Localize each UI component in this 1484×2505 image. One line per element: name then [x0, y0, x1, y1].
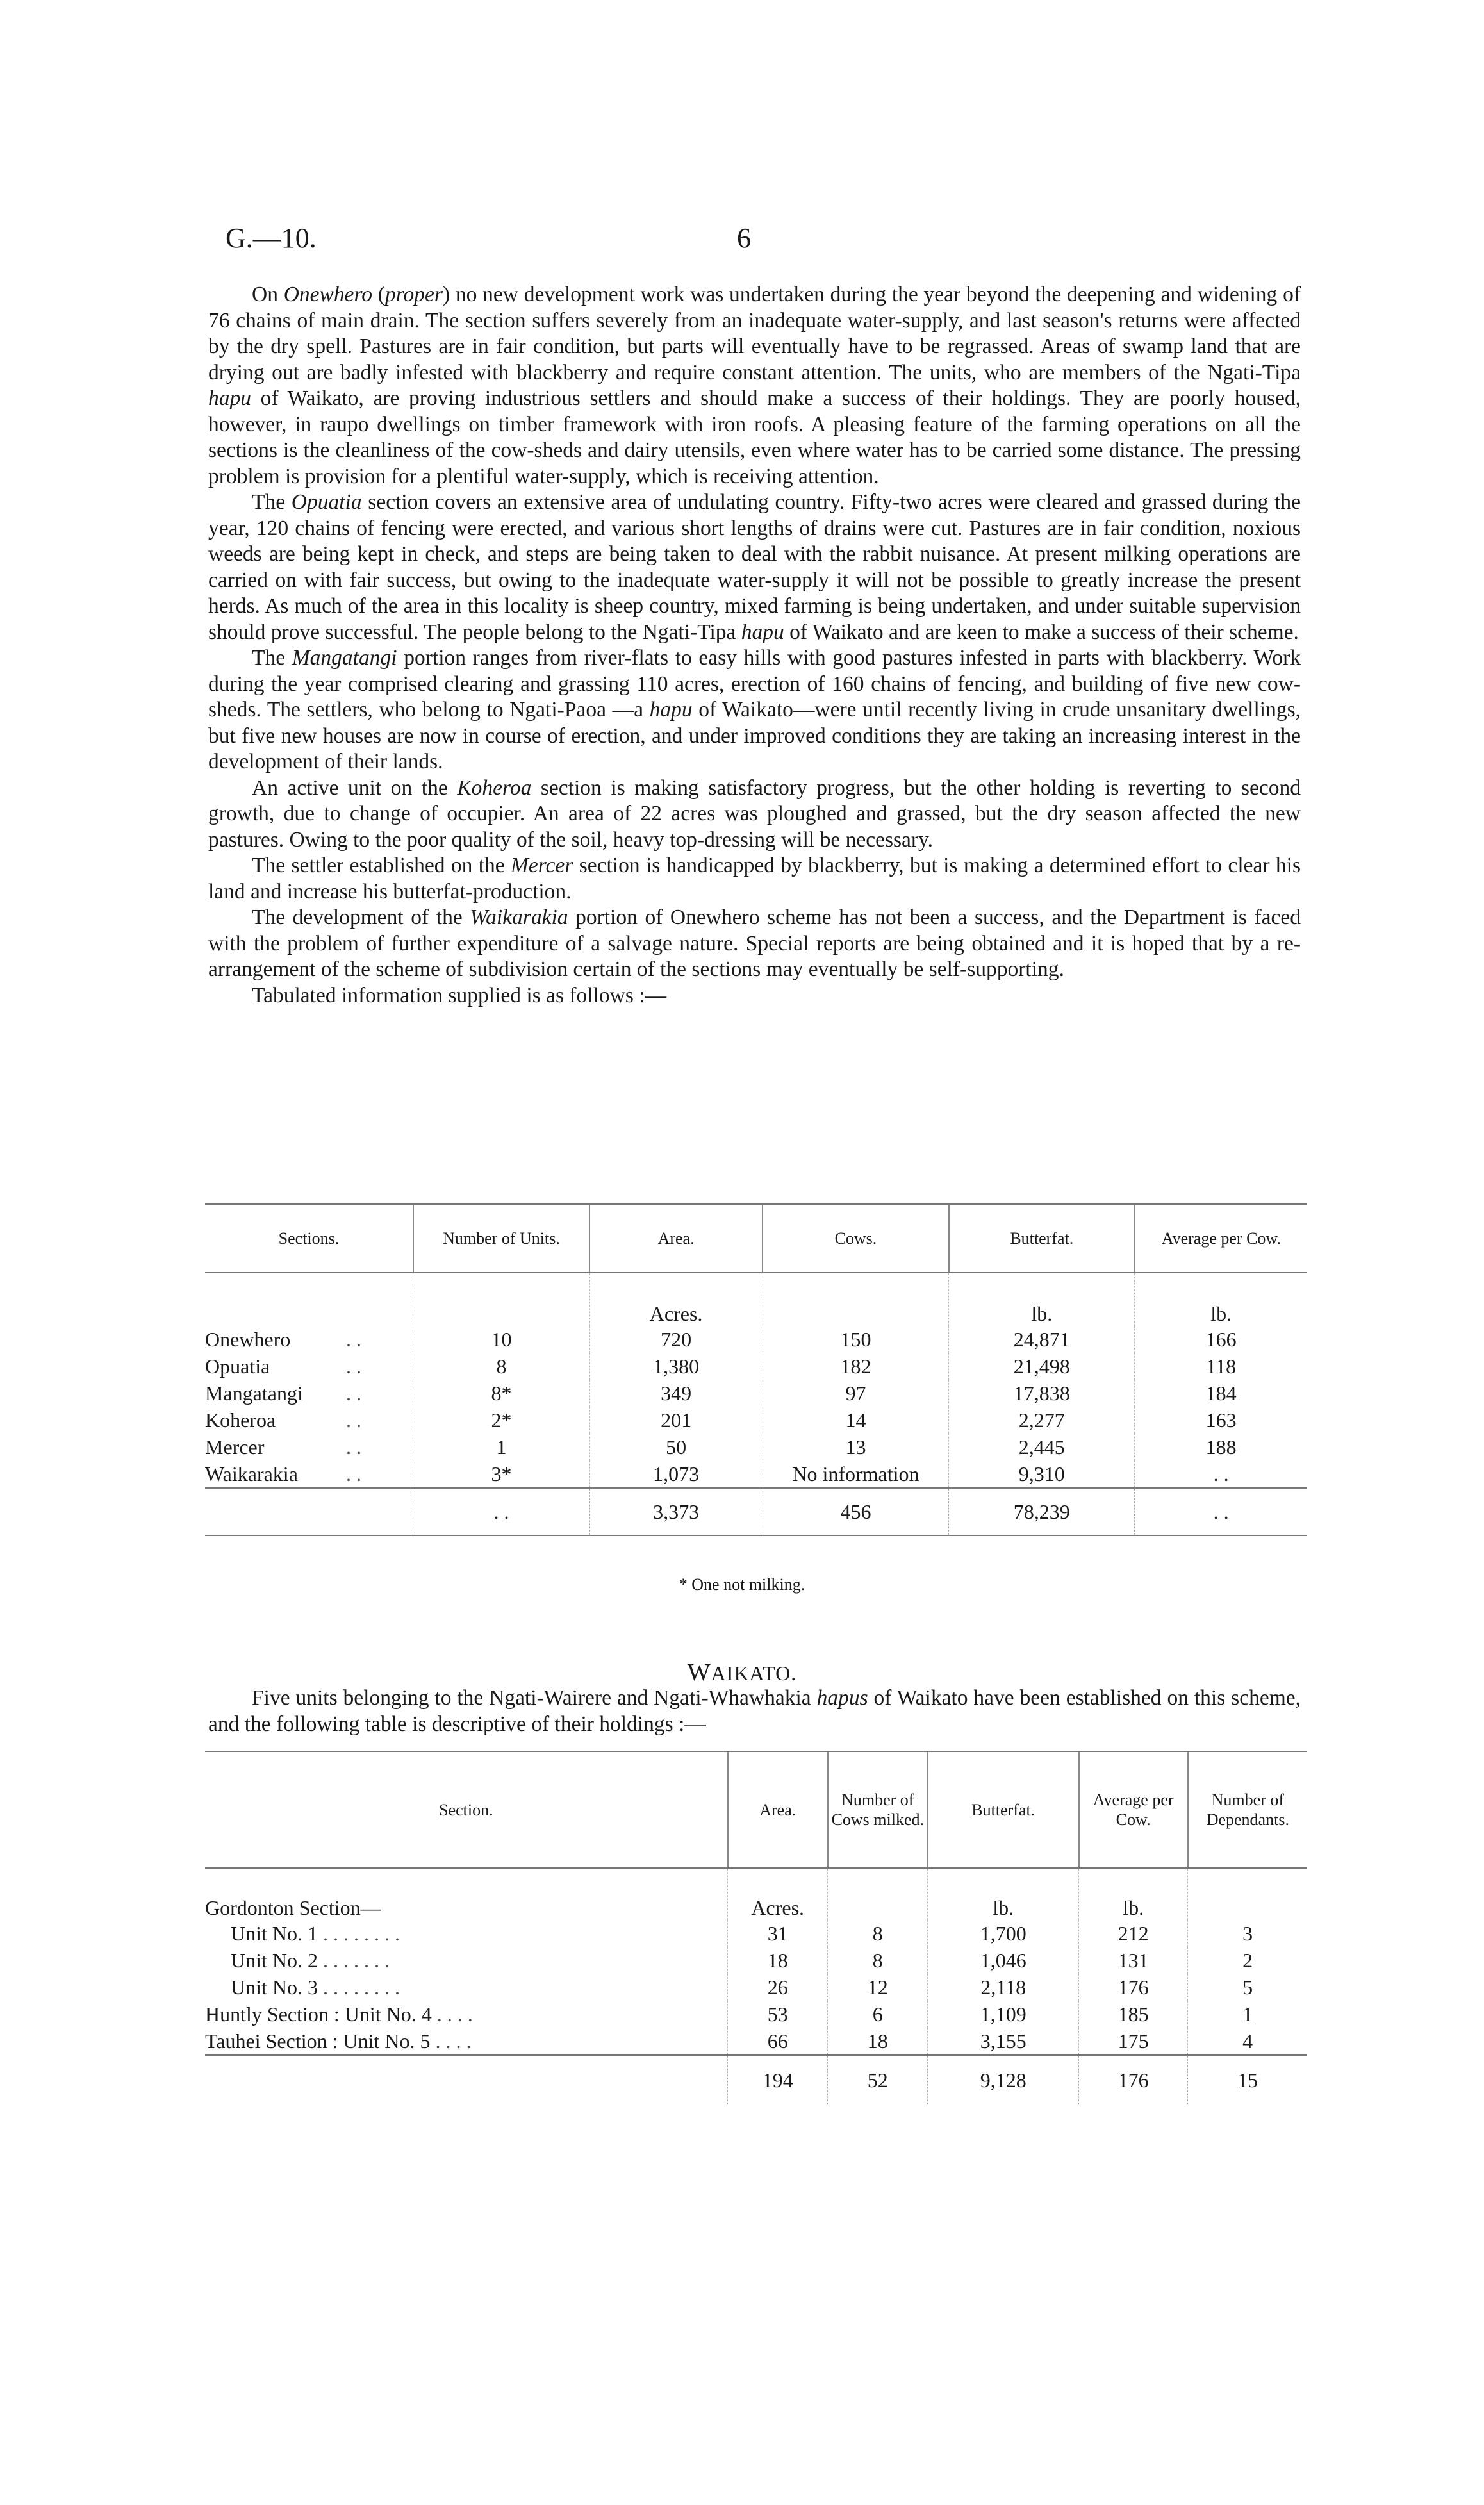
- unit-label: Unit No. 1: [231, 1921, 318, 1945]
- table-header-row: [205, 1204, 1307, 1273]
- col-header-dependants: Number of Dependants.: [1188, 1751, 1307, 1868]
- unit-lb: lb.: [1135, 1273, 1307, 1326]
- total-average: 176: [1079, 2055, 1188, 2104]
- total-area: 3,373: [589, 1488, 763, 1535]
- section-name: Mangatangi: [205, 1381, 303, 1405]
- document-reference: G.—10.: [226, 222, 317, 254]
- col-header-cows: Cows.: [763, 1204, 949, 1273]
- table-row: Unit No. 1 . . . . . . . . 31 8 1,700 212 3: [205, 1920, 1307, 1947]
- waikato-scheme-table: [205, 1751, 1307, 2104]
- unit-label: Tauhei Section : Unit No. 5: [205, 2029, 431, 2053]
- table-row: Unit No. 2 . . . . . . . 18 8 1,046 131 2: [205, 1947, 1307, 1974]
- section-name: Koheroa: [205, 1408, 276, 1432]
- section-name: Opuatia: [205, 1354, 270, 1378]
- total-butterfat: 9,128: [928, 2055, 1079, 2104]
- col-header-units: Number of Units.: [413, 1204, 589, 1273]
- unit-acres: Acres.: [589, 1273, 763, 1326]
- table-row: Koheroa . . 2* 201 14 2,277 163: [205, 1407, 1307, 1434]
- totals-row: [205, 2055, 1307, 2104]
- table-row: Mercer . . 1 50 13 2,445 188: [205, 1434, 1307, 1460]
- table-row: Unit No. 3 . . . . . . . . 26 12 2,118 176 5: [205, 1974, 1307, 2001]
- col-header-area: Area.: [728, 1751, 828, 1868]
- total-cows: 456: [763, 1488, 949, 1535]
- paragraph-koheroa: An active unit on the Koheroa section is making satisfactory progress, but the other holding is reverting to second growth, due to change of occupier. An area of 22 acres was ploughed and grassed, but the dry season affected the new pastures. Owing to the poor quality of the soil, heavy top-dressing will be necessary.: [208, 775, 1301, 852]
- total-dependants: 15: [1188, 2055, 1307, 2104]
- section-heading-waikato: WAIKATO.: [687, 1659, 797, 1686]
- total-area: 194: [728, 2055, 828, 2104]
- units-row: [205, 1868, 1307, 1920]
- paragraph-waikarakia: The development of the Waikarakia portion of Onewhero scheme has not been a success, and the Department is faced with the problem of further expenditure of a salvage nature. Special reports are being obtained and it is hoped that by a re-arrangement of the scheme of subdivision certain of the sections may eventually be self-supporting.: [208, 905, 1301, 981]
- onewhero-scheme-table: [205, 1203, 1307, 1536]
- col-header-average: Average per Cow.: [1079, 1751, 1188, 1868]
- col-header-butterfat: Butterfat.: [928, 1751, 1079, 1868]
- table-footnote: * One not milking.: [679, 1575, 805, 1594]
- col-header-average: Average per Cow.: [1135, 1204, 1307, 1273]
- group-label: Gordonton Section—: [205, 1896, 381, 1919]
- units-row: [205, 1273, 1307, 1326]
- table-row: Tauhei Section : Unit No. 5 . . . . 66 18 3,155 175 4: [205, 2028, 1307, 2055]
- table-row: Onewhero . . 10 720 150 24,871 166: [205, 1326, 1307, 1353]
- table-row: Mangatangi . . 8* 349 97 17,838 184: [205, 1380, 1307, 1407]
- section-name: Waikarakia: [205, 1462, 298, 1485]
- unit-lb: lb.: [949, 1273, 1135, 1326]
- unit-label: Unit No. 2: [231, 1948, 318, 1972]
- col-header-section: Section.: [205, 1751, 728, 1868]
- col-header-cows-milked: Number of Cows milked.: [828, 1751, 928, 1868]
- table-header-row: [205, 1751, 1307, 1868]
- col-header-area: Area.: [589, 1204, 763, 1273]
- section-name: Mercer: [205, 1435, 265, 1459]
- unit-label: Huntly Section : Unit No. 4: [205, 2002, 432, 2026]
- unit-label: Unit No. 3: [231, 1975, 318, 1999]
- page-number: 6: [737, 222, 751, 254]
- unit-acres: Acres.: [728, 1868, 828, 1920]
- total-butterfat: 78,239: [949, 1488, 1135, 1535]
- body-text-waikato: [208, 1685, 1301, 1737]
- paragraph-opuatia: The Opuatia section covers an extensive area of undulating country. Fifty-two acres were cleared and grassed during the year, 120 chains of fencing were erected, and various short lengths of drains were cut. Pastures are in fair condition, noxious weeds are being kept in check, and steps are being taken to deal with the rabbit nuisance. At present milking operations are carried on with fair success, but owing to the inadequate water-supply it will not be possible to greatly increase the present herds. As much of the area in this locality is sheep country, mixed farming is being undertaken, and under suitable supervision should prove successful. The people belong to the Ngati-Tipa hapu of Waikato and are keen to make a success of their scheme.: [208, 490, 1301, 644]
- paragraph-onewhero: On Onewhero (proper) no new development work was undertaken during the year beyond the deepening and widening of 76 chains of main drain. The section suffers severely from an inadequate water-supply, and last season's returns were affected by the dry spell. Pastures are in fair condition, but parts will eventually have to be regrassed. Areas of swamp land that are drying out are badly infested with blackberry and require constant attention. The units, who are members of the Ngati-Tipa hapu of Waikato, are proving industrious settlers and should make a success of their holdings. They are poorly housed, however, in raupo dwellings on timber framework with iron roofs. A pleasing feature of the farming operations on all the sections is the cleanliness of the cow-sheds and dairy utensils, even where water has to be carried some distance. The pressing problem is provision for a plentiful water-supply, which is receiving attention.: [208, 283, 1301, 488]
- section-name: Onewhero: [205, 1327, 291, 1351]
- paragraph-waikato: Five units belonging to the Ngati-Wairere and Ngati-Whawhakia hapus of Waikato have been established on this scheme, and the following table is descriptive of their holdings :—: [208, 1686, 1301, 1736]
- table-row: Opuatia . . 8 1,380 182 21,498 118: [205, 1353, 1307, 1380]
- total-cows: 52: [828, 2055, 928, 2104]
- table-row: Waikarakia . . 3* 1,073 No information 9,310 . .: [205, 1460, 1307, 1488]
- body-text-onewhero: [208, 282, 1301, 1009]
- col-header-sections: Sections.: [205, 1204, 413, 1273]
- paragraph-mangatangi: The Mangatangi portion ranges from river-flats to easy hills with good pastures infested in parts with blackberry. Work during the year comprised clearing and grassing 110 acres, erection of 160 chains of fencing, and building of five new cow-sheds. The settlers, who belong to Ngati-Paoa —a hapu of Waikato—were until recently living in crude unsanitary dwellings, but five new houses are now in course of erection, and under improved conditions they are taking an increasing interest in the development of their lands.: [208, 646, 1301, 773]
- unit-lb: lb.: [928, 1868, 1079, 1920]
- paragraph-mercer: The settler established on the Mercer section is handicapped by blackberry, but is making a determined effort to clear his land and increase his butterfat-production.: [208, 854, 1301, 904]
- unit-lb: lb.: [1079, 1868, 1188, 1920]
- table-row: Huntly Section : Unit No. 4 . . . . 53 6 1,109 185 1: [205, 2001, 1307, 2028]
- col-header-butterfat: Butterfat.: [949, 1204, 1135, 1273]
- totals-row: . . 3,373 456 78,239 . .: [205, 1488, 1307, 1535]
- paragraph-tabulated-intro: Tabulated information supplied is as follows :—: [252, 983, 667, 1007]
